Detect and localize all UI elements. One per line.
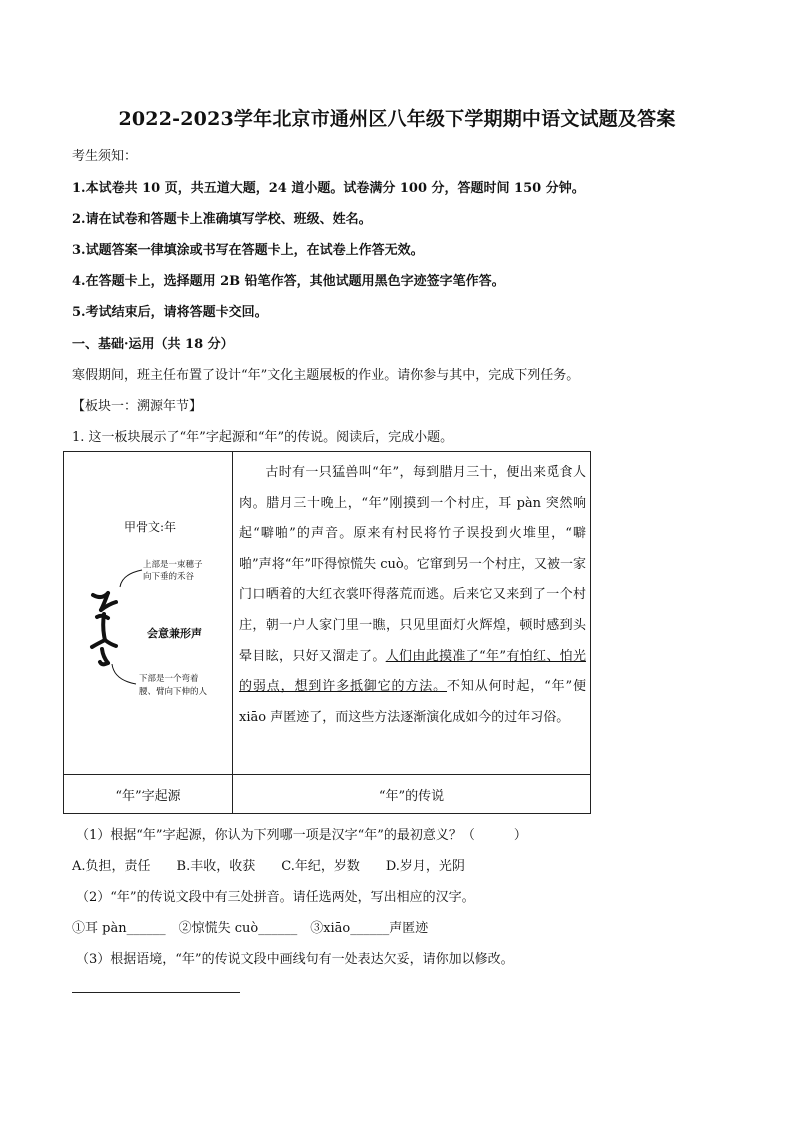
page-title: 2022-2023学年北京市通州区八年级下学期期中语文试题及答案 (118, 108, 676, 130)
story-text: 古时有一只猛兽叫“年”，每到腊月三十，便出来觅食人肉。腊月三十晚上，“年”刚摸到一个村庄，耳 pàn 突然响起“噼啪”的声音。原来有村民将竹子误投到火堆里，“噼啪”声将“年”吓得惊慌失 cuò。它窜到另一个村庄，又被一家门口晒着的大红衣裳吓得落荒而逃。后来它又来到了一个村庄，朝一户人家门里一瞧，只见里面灯火辉煌，顿时感到头晕目眩，只好又溜走了。 (239, 465, 586, 664)
footnote-divider (72, 992, 240, 993)
reading-table (63, 451, 591, 814)
notice-item-3: 3.试题答案一律填涂或书写在答题卡上，在试卷上作答无效。 (72, 243, 424, 258)
question-1: 1. 这一板块展示了“年”字起源和“年”的传说。阅读后，完成小题。 (72, 430, 454, 445)
oracle-glyph-icon (64, 452, 232, 772)
subquestion-2: （2）“年”的传说文段中有三处拼音。请任选两处，写出相应的汉字。 (76, 890, 475, 905)
subquestion-3: （3）根据语境，“年”的传说文段中画线句有一处表达欠妥，请你加以修改。 (76, 952, 514, 967)
oracle-title: 甲骨文:年 (124, 520, 177, 534)
story-cell (233, 452, 591, 775)
note-top-line2: 向下垂的禾谷 (143, 572, 195, 582)
notice-item-1: 1.本试卷共 10 页，共五道大题，24 道小题。试卷满分 100 分，答题时间 150 分钟。 (72, 181, 585, 196)
illustration-cell (64, 452, 233, 775)
fill-blanks: ①耳 pàn______ ②惊慌失 cuò______ ③xiāo______声匿迹 (72, 921, 429, 936)
caption-right: “年”的传说 (233, 775, 591, 814)
notice-heading: 考生须知： (72, 149, 138, 164)
oracle-illustration (64, 452, 232, 772)
notice-item-4: 4.在答题卡上，选择题用 2B 铅笔作答，其他试题用黑色字迹签字笔作答。 (72, 274, 505, 289)
notice-item-5: 5.考试结束后，请将答题卡交回。 (72, 305, 268, 320)
caption-left: “年”字起源 (64, 775, 233, 814)
subquestion-1: （1）根据“年”字起源，你认为下列哪一项是汉字“年”的最初意义？（ ） (76, 828, 527, 843)
section-heading: 一、基础·运用（共 18 分） (72, 337, 234, 352)
section-intro: 寒假期间，班主任布置了设计“年”文化主题展板的作业。请你参与其中，完成下列任务。 (72, 368, 580, 383)
story-text-end: 不知从何时起，“年”便 xiāo 声匿迹了，而这些方法逐渐演化成如今的过年习俗。 (239, 679, 586, 725)
block-title: 【板块一：溯源年节】 (72, 399, 203, 414)
note-top-line1: 上部是一束穗子 (143, 560, 203, 570)
note-mid: 会意兼形声 (147, 627, 202, 640)
note-bottom-line2: 腰、臂向下伸的人 (139, 687, 208, 697)
options: A.负担，责任 B.丰收，收获 C.年纪，岁数 D.岁月，光阴 (72, 859, 465, 874)
story-underlined: 人们由此摸准了“年”有怕红、怕光的弱点，想到许多抵御它的方法。 (239, 648, 586, 695)
note-bottom-line1: 下部是一个弯着 (139, 674, 199, 684)
notice-item-2: 2.请在试卷和答题卡上准确填写学校、班级、姓名。 (72, 212, 372, 227)
